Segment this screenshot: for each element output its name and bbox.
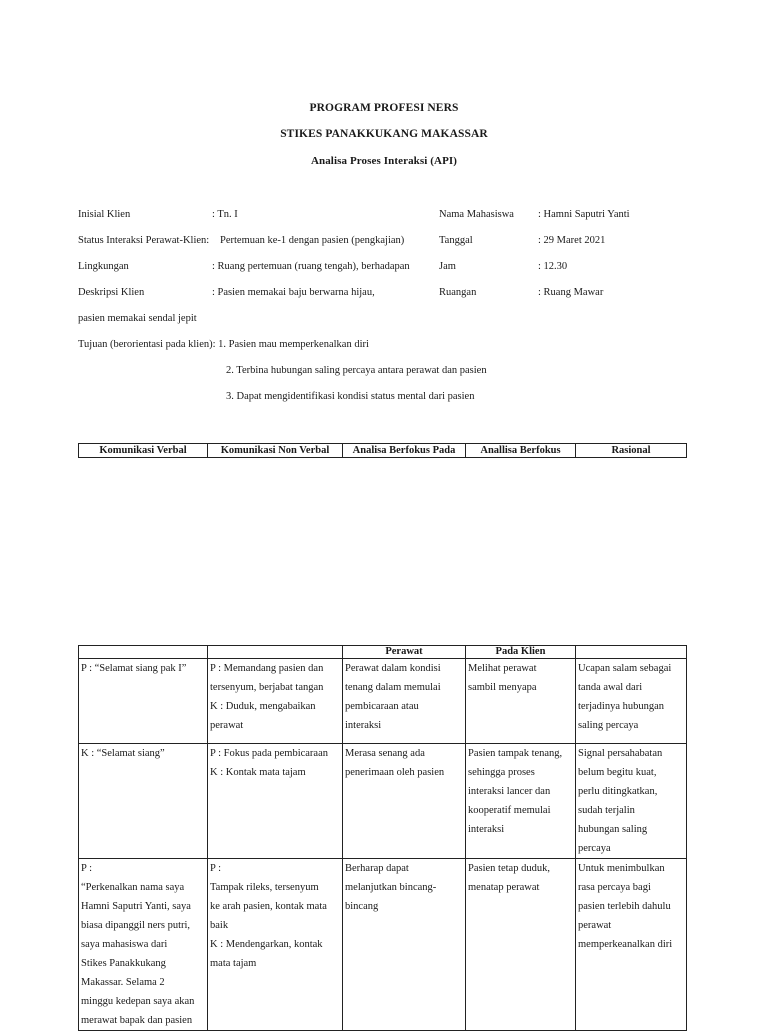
cell-line: Makassar. Selama 2 (81, 977, 165, 988)
cell-line: saya mahasiswa dari (81, 939, 168, 950)
tanggal-label: Tanggal (439, 235, 473, 246)
lingkungan-value: : Ruang pertemuan (ruang tengah), berhadapan (212, 261, 410, 272)
cell-line: Berharap dapat (345, 863, 409, 874)
cell-line: K : Duduk, mengabaikan (210, 701, 316, 712)
cell-line: baik (210, 920, 229, 931)
cell-rasional (576, 744, 687, 859)
cell-line: Merasa senang ada (345, 748, 425, 759)
cell-komunikasi-verbal (79, 859, 208, 1031)
cell-line: Untuk menimbulkan (578, 863, 665, 874)
inisial-value: : Tn. I (212, 209, 238, 220)
cell-rasional (576, 859, 687, 1031)
cell-line: Pasien tampak tenang, (468, 748, 563, 759)
header-rasional: Rasional (576, 444, 687, 458)
cell-line: Pasien tetap duduk, (468, 863, 550, 874)
cell-line: sehingga proses (468, 767, 535, 778)
cell-line: P : Fokus pada pembicaraan (210, 748, 328, 759)
cell-line: pasien terlebih dahulu (578, 901, 671, 912)
cell-line: P : Memandang pasien dan (210, 663, 324, 674)
status-value: Pertemuan ke-1 dengan pasien (pengkajian) (220, 235, 405, 246)
cell-line: minggu kedepan saya akan (81, 996, 195, 1007)
document-subtitle: Analisa Proses Interaksi (API) (310, 155, 458, 167)
cell-line: memperkeanalkan diri (578, 939, 673, 950)
nama-value: : Hamni Saputri Yanti (538, 209, 630, 220)
cell-line: tenang dalam memulai (345, 682, 441, 693)
cell-analisa-perawat (343, 859, 466, 1031)
cell-line: melanjutkan bincang- (345, 882, 437, 893)
cell-analisa-klien (466, 859, 576, 1031)
cell-komunikasi-verbal (79, 659, 208, 744)
cell-line: Perawat dalam kondisi (345, 663, 441, 674)
header-perawat: Perawat (343, 646, 466, 659)
cell-line: belum begitu kuat, (578, 767, 657, 778)
cell-line: Stikes Panakkukang (81, 958, 166, 969)
header-analisa-berfokus: Anallisa Berfokus (466, 444, 576, 458)
deskripsi-label: Deskripsi Klien (78, 287, 145, 298)
cell-line: kooperatif memulai (468, 805, 551, 816)
table-row (79, 859, 687, 1031)
header-komunikasi-verbal: Komunikasi Verbal (79, 444, 208, 458)
cell-line: interaksi lancer dan (468, 786, 551, 797)
cell-rasional (576, 659, 687, 744)
cell-line: Tampak rileks, tersenyum (210, 882, 319, 893)
cell-line: K : Mendengarkan, kontak (210, 939, 323, 950)
cell-line: Ucapan salam sebagai (578, 663, 672, 674)
tujuan-line-2: 2. Terbina hubungan saling percaya antara perawat dan pasien (226, 365, 487, 376)
cell-line: perawat (578, 920, 612, 931)
table-row (79, 659, 687, 744)
lingkungan-label: Lingkungan (78, 261, 129, 272)
cell-line: K : Kontak mata tajam (210, 767, 306, 778)
deskripsi-continued: pasien memakai sendal jepit (78, 313, 197, 324)
cell-line: merawat bapak dan pasien (81, 1015, 193, 1026)
tujuan-line-3: 3. Dapat mengidentifikasi kondisi status mental dari pasien (226, 391, 475, 402)
cell-line: perlu ditingkatkan, (578, 786, 658, 797)
cell-analisa-klien (466, 659, 576, 744)
cell-komunikasi-non-verbal (208, 859, 343, 1031)
jam-value: : 12.30 (538, 261, 568, 272)
jam-label: Jam (439, 261, 456, 272)
cell-line: ke arah pasien, kontak mata (210, 901, 327, 912)
header-empty-5 (576, 646, 687, 659)
cell-line: tersenyum, berjabat tangan (210, 682, 324, 693)
status-label: Status Interaksi Perawat-Klien: (78, 235, 210, 246)
cell-line: bincang (345, 901, 379, 912)
cell-line: Signal persahabatan (578, 748, 663, 759)
cell-line: penerimaan oleh pasien (345, 767, 445, 778)
cell-line: pembicaraan atau (345, 701, 419, 712)
ruangan-label: Ruangan (439, 287, 477, 298)
header-empty-2 (208, 646, 343, 659)
inisial-label: Inisial Klien (78, 209, 131, 220)
cell-line: sudah terjalin (578, 805, 635, 816)
cell-analisa-perawat (343, 659, 466, 744)
cell-line: menatap perawat (468, 882, 540, 893)
cell-line: Melihat perawat (468, 663, 537, 674)
cell-line: K : “Selamat siang” (81, 748, 165, 759)
header-empty-1 (79, 646, 208, 659)
cell-line: interaksi (345, 720, 382, 731)
cell-line: “Perkenalkan nama saya (81, 882, 185, 893)
cell-line: terjadinya hubungan (578, 701, 665, 712)
cell-line: hubungan saling (578, 824, 648, 835)
cell-line: interaksi (468, 824, 505, 835)
cell-line: saling percaya (578, 720, 639, 731)
institution-title: STIKES PANAKKUKANG MAKASSAR (280, 128, 488, 140)
ruangan-value: : Ruang Mawar (538, 287, 604, 298)
cell-line: rasa percaya bagi (578, 882, 651, 893)
cell-analisa-klien (466, 744, 576, 859)
cell-line: mata tajam (210, 958, 257, 969)
nama-label: Nama Mahasiswa (439, 209, 514, 220)
tujuan-line-1: Tujuan (berorientasi pada klien): 1. Pasien mau memperkenalkan diri (78, 339, 369, 350)
cell-komunikasi-non-verbal (208, 659, 343, 744)
program-title: PROGRAM PROFESI NERS (309, 102, 459, 114)
cell-line: P : “Selamat siang pak I” (81, 663, 187, 674)
header-komunikasi-non-verbal: Komunikasi Non Verbal (208, 444, 343, 458)
deskripsi-value: : Pasien memakai baju berwarna hijau, (212, 287, 375, 298)
api-table-header (78, 443, 687, 458)
cell-line: Hamni Saputri Yanti, saya (81, 901, 191, 912)
cell-line: perawat (210, 720, 244, 731)
cell-line: P : (210, 863, 221, 874)
header-pada-klien: Pada Klien (466, 646, 576, 659)
table-row (79, 744, 687, 859)
tanggal-value: : 29 Maret 2021 (538, 235, 606, 246)
api-table-body (78, 645, 687, 1031)
cell-line: sambil menyapa (468, 682, 537, 693)
cell-line: tanda awal dari (578, 682, 643, 693)
cell-line: P : (81, 863, 92, 874)
header-analisa-berfokus-pada: Analisa Berfokus Pada (343, 444, 466, 458)
cell-line: biasa dipanggil ners putri, (81, 920, 191, 931)
cell-komunikasi-non-verbal (208, 744, 343, 859)
cell-analisa-perawat (343, 744, 466, 859)
cell-line: percaya (578, 843, 611, 854)
cell-komunikasi-verbal (79, 744, 208, 859)
